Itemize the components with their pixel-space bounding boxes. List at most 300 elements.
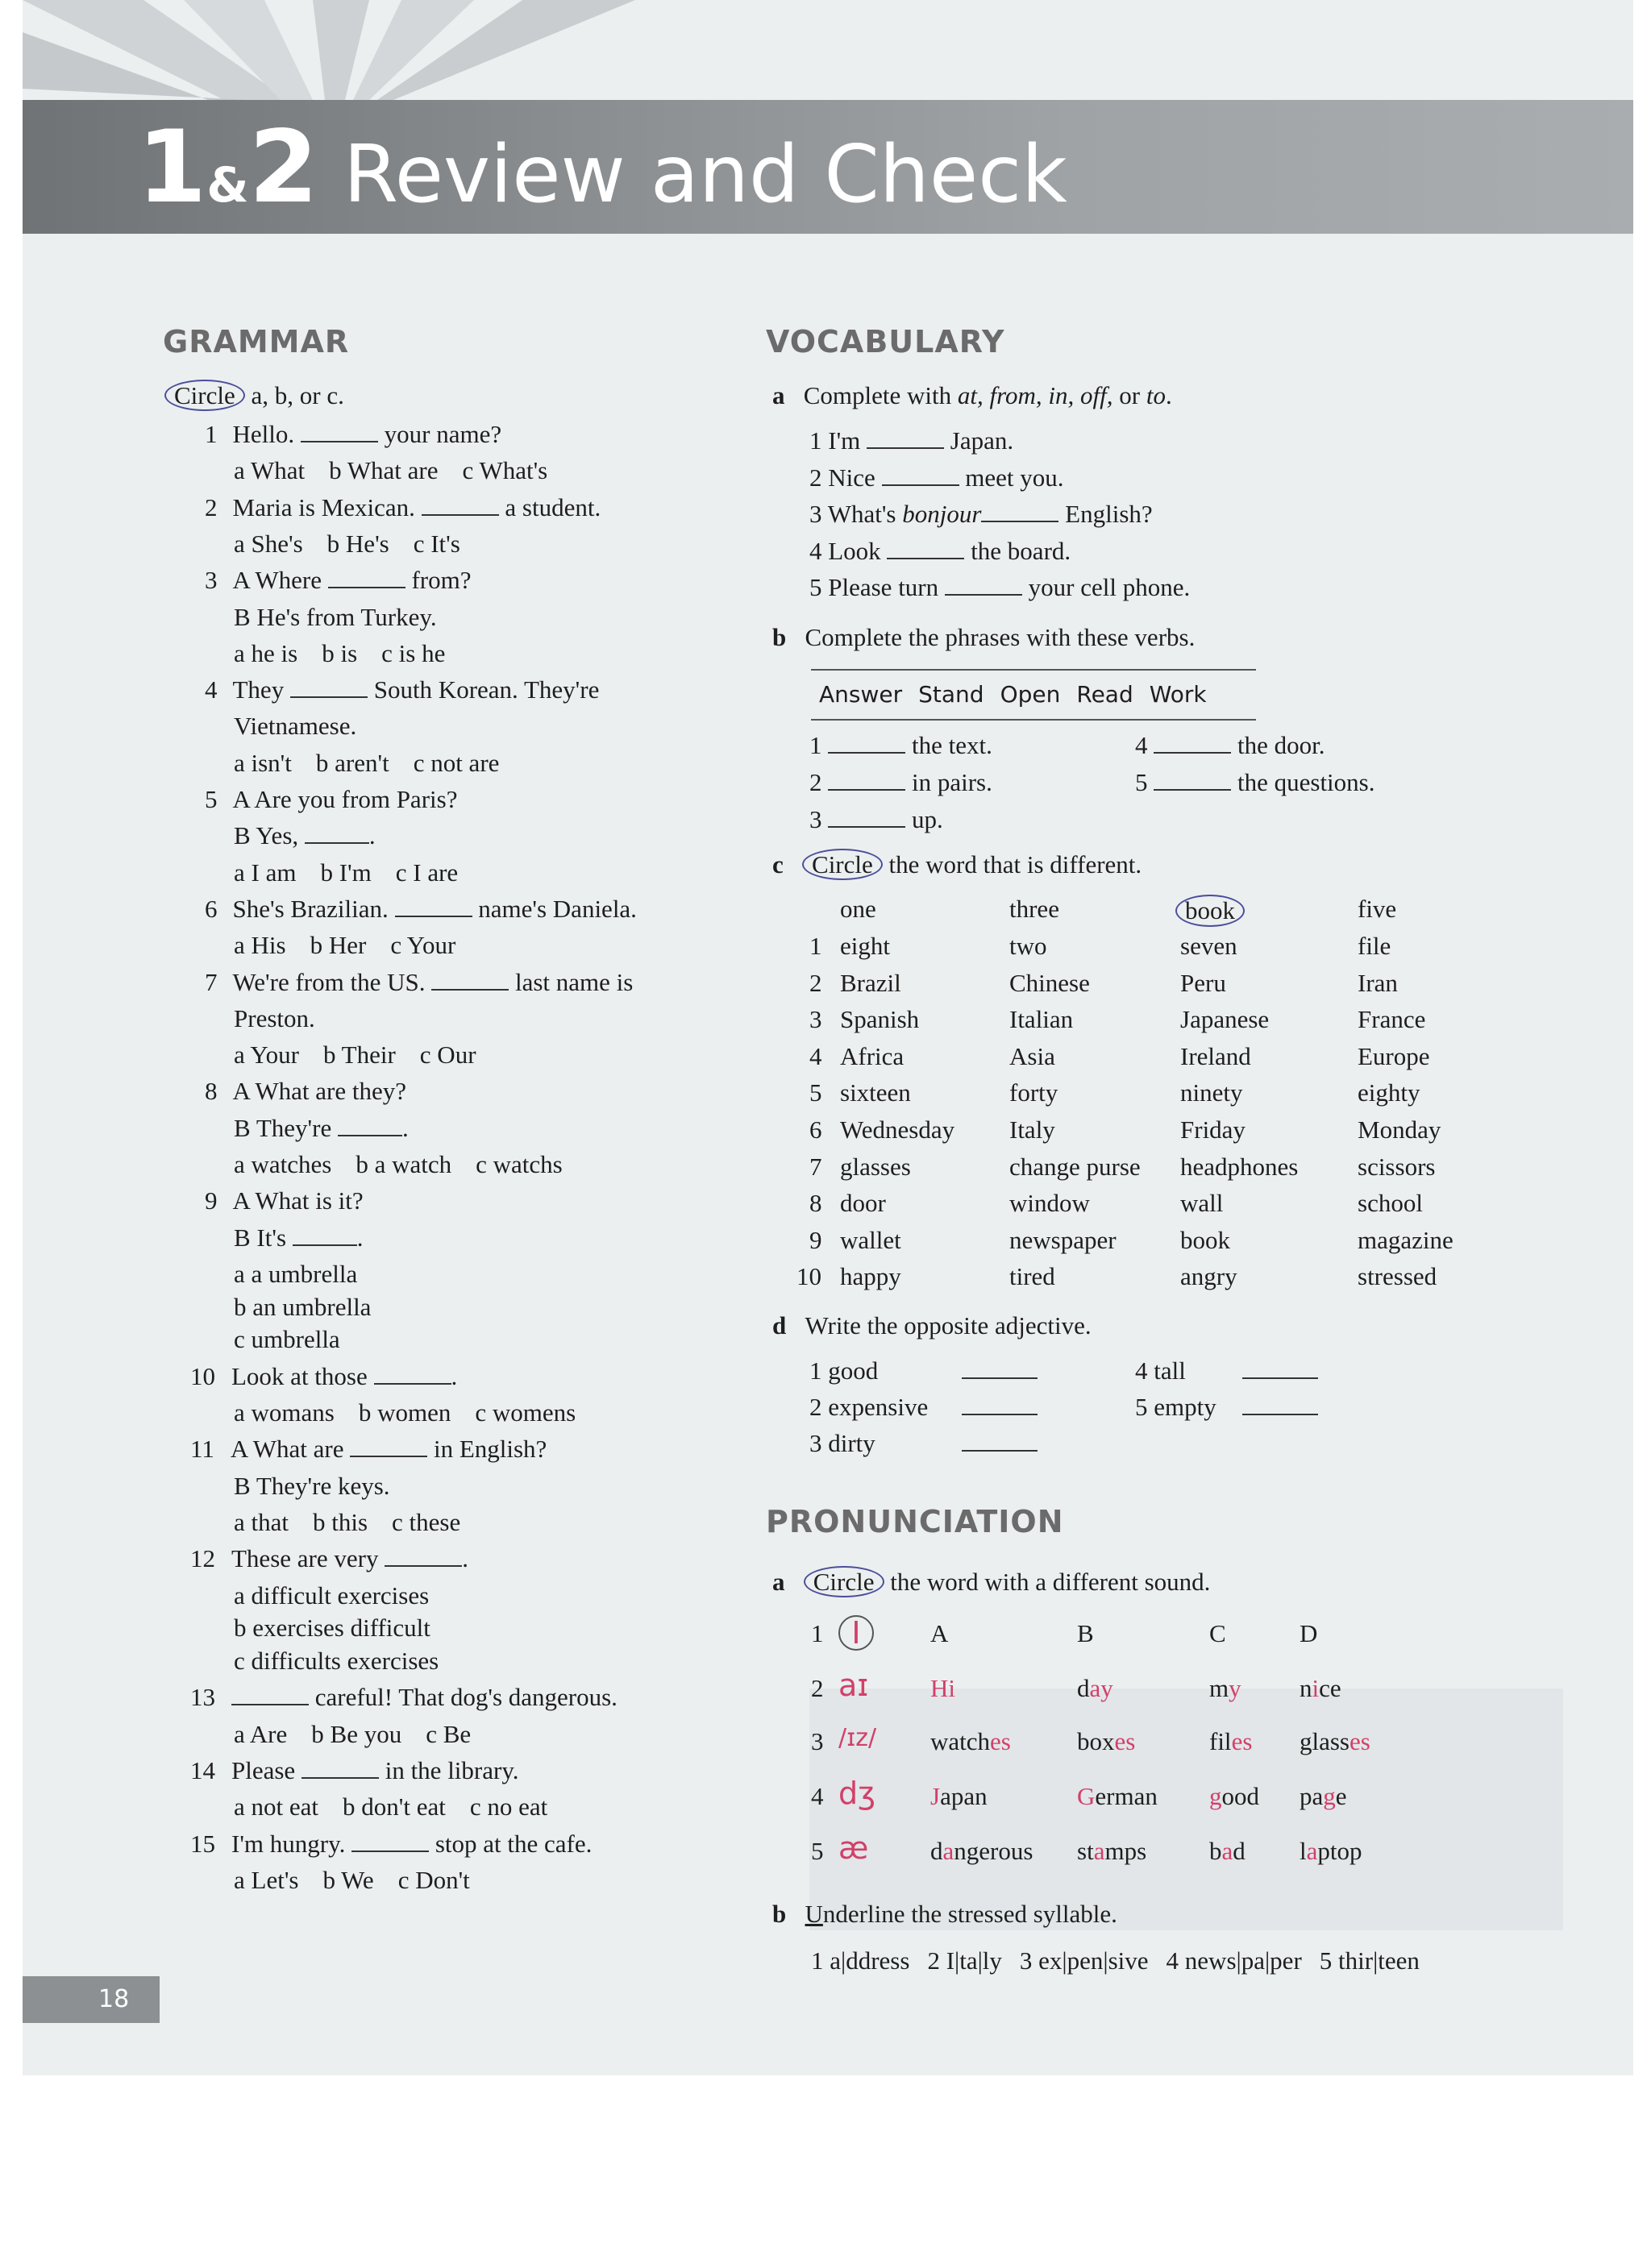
- grammar-q6: [205, 894, 637, 924]
- word-option[interactable]: glasses: [840, 1152, 911, 1181]
- word-option[interactable]: wall: [1180, 1189, 1224, 1218]
- answer-options: [234, 638, 469, 669]
- word-option[interactable]: magazine: [1358, 1225, 1453, 1254]
- speaker-a-line: A What is it?: [232, 1186, 364, 1215]
- option-b[interactable]: b an umbrella: [234, 1292, 372, 1321]
- grammar-q10: [190, 1361, 457, 1392]
- speaker-a-end: from?: [405, 566, 472, 595]
- option-b[interactable]: b women: [358, 1398, 451, 1427]
- prompt-start: They: [232, 675, 290, 704]
- word-option[interactable]: [1077, 1781, 1158, 1812]
- option-b[interactable]: b We: [322, 1865, 374, 1894]
- prompt-start: These are very: [231, 1544, 385, 1573]
- period: .: [356, 1223, 364, 1252]
- answer-blank[interactable]: [302, 1756, 379, 1779]
- answer-blank[interactable]: [422, 493, 499, 516]
- option-a[interactable]: a Are: [234, 1719, 288, 1748]
- page-title: [137, 111, 1067, 242]
- question-text: [233, 566, 472, 594]
- word-option[interactable]: eight: [840, 932, 890, 960]
- highlighted-sound: a: [942, 1837, 954, 1865]
- vocab-b-item-2: [809, 767, 992, 798]
- stress-item-2[interactable]: [927, 1946, 1001, 1975]
- word-option[interactable]: forty: [1009, 1078, 1058, 1107]
- instr-to: to: [1146, 381, 1166, 409]
- item-number: 1: [811, 1946, 830, 1975]
- verb-word: Open: [1000, 681, 1061, 708]
- item-number: 5: [1135, 1393, 1154, 1421]
- prompt-end: last name is: [509, 967, 634, 996]
- item-number: 3: [809, 1429, 829, 1457]
- speaker-b-text: B They're keys.: [234, 1471, 390, 1500]
- answer-blank[interactable]: [301, 420, 378, 442]
- option-b[interactable]: b is: [322, 638, 358, 667]
- answer-blank[interactable]: [828, 805, 905, 828]
- highlighted-sound: es: [1349, 1727, 1370, 1755]
- word-part: n: [1300, 1674, 1312, 1702]
- word-part: l: [1300, 1837, 1307, 1865]
- question-text: [233, 895, 637, 923]
- speaker-a-line: A Are you from Paris?: [232, 785, 458, 813]
- answer-blank[interactable]: [385, 1544, 462, 1567]
- prompt-end: stop at the cafe.: [429, 1829, 593, 1858]
- grammar-q12: [190, 1543, 468, 1574]
- speaker-a-line: A Where: [232, 566, 328, 595]
- word-option[interactable]: window: [1009, 1189, 1090, 1218]
- word-option[interactable]: Spanish: [840, 1005, 920, 1034]
- answer-blank[interactable]: [395, 895, 472, 917]
- answer-options: [234, 858, 482, 888]
- item-number: 3: [809, 500, 828, 528]
- row-number: 8: [809, 1189, 822, 1218]
- option-b[interactable]: b Be you: [311, 1719, 402, 1748]
- word-option[interactable]: headphones: [1180, 1152, 1299, 1181]
- option-c[interactable]: c Your: [390, 931, 456, 960]
- word-option[interactable]: [1209, 1673, 1241, 1704]
- word-option[interactable]: [1300, 1726, 1370, 1757]
- word-part: ce: [1319, 1674, 1341, 1702]
- word-option[interactable]: Italian: [1009, 1005, 1074, 1034]
- highlighted-sound: g: [1323, 1782, 1336, 1810]
- instr-words: at, from, in, off,: [957, 381, 1113, 409]
- word-option[interactable]: scissors: [1358, 1152, 1436, 1181]
- answer-blank[interactable]: [1154, 768, 1231, 791]
- question-text: [233, 1186, 364, 1215]
- option-c[interactable]: c not are: [413, 748, 500, 777]
- item-start: What's: [827, 500, 903, 528]
- item-start: Look: [828, 536, 888, 565]
- option-b[interactable]: b a watch: [356, 1150, 452, 1178]
- option-c[interactable]: c difficults exercises: [234, 1647, 439, 1676]
- word-option[interactable]: eighty: [1358, 1078, 1420, 1107]
- word-option[interactable]: Africa: [840, 1041, 905, 1070]
- grammar-q7: [205, 967, 633, 998]
- option-b[interactable]: b Her: [310, 931, 367, 960]
- option-c[interactable]: c Be: [426, 1719, 472, 1748]
- speaker-b-line: [234, 820, 376, 851]
- question-number: 11: [190, 1435, 214, 1464]
- sound-symbol-icon: I: [838, 1615, 874, 1651]
- answer-blank[interactable]: [945, 573, 1022, 596]
- syllable-word: thir|teen: [1338, 1946, 1420, 1975]
- row-number: 6: [809, 1115, 822, 1144]
- adjective: good: [828, 1356, 879, 1385]
- highlighted-sound: es: [990, 1727, 1011, 1755]
- answer-blank[interactable]: [1242, 1356, 1318, 1379]
- word-option[interactable]: Peru: [1180, 968, 1226, 997]
- pron-a-letter: a: [772, 1568, 785, 1596]
- word-option[interactable]: ninety: [1180, 1078, 1243, 1107]
- option-c[interactable]: c Don't: [397, 1865, 470, 1894]
- word-option[interactable]: [1077, 1673, 1113, 1704]
- word-option[interactable]: Monday: [1358, 1115, 1441, 1144]
- word-option[interactable]: [1300, 1781, 1347, 1812]
- answer-blank[interactable]: [293, 1223, 357, 1246]
- question-text: [233, 968, 634, 996]
- row-number: 4: [809, 1041, 822, 1070]
- stress-items-line: [811, 1946, 1437, 1976]
- row-number: 1: [809, 932, 822, 960]
- question-number: 9: [205, 1186, 218, 1215]
- word-option[interactable]: five: [1358, 895, 1397, 923]
- option-a[interactable]: a that: [234, 1507, 289, 1536]
- word-option[interactable]: change purse: [1009, 1152, 1141, 1181]
- word-option[interactable]: school: [1358, 1189, 1423, 1218]
- instr-text: Complete the phrases with these verbs.: [805, 623, 1196, 651]
- answer-options: [234, 1719, 495, 1750]
- word-option[interactable]: [930, 1726, 1011, 1757]
- option-a[interactable]: a he is: [234, 638, 298, 667]
- item-end: the board.: [964, 536, 1071, 565]
- word-option[interactable]: tired: [1009, 1262, 1055, 1291]
- question-text: [233, 675, 600, 704]
- word-option[interactable]: Ireland: [1180, 1041, 1251, 1070]
- option-b[interactable]: b What are: [329, 456, 439, 485]
- answer-blank[interactable]: [828, 731, 905, 754]
- speaker-b-text: B He's from Turkey.: [234, 602, 437, 631]
- prompt-continuation: [234, 711, 356, 741]
- circle-word: Circle: [164, 380, 245, 411]
- option-a[interactable]: a difficult exercises: [234, 1581, 430, 1610]
- question-number: 5: [205, 785, 218, 813]
- page-number: 18: [23, 1976, 160, 2023]
- option-c[interactable]: c I are: [395, 858, 459, 887]
- item-start: I'm: [828, 426, 867, 455]
- grammar-heading: GRAMMAR: [163, 324, 350, 359]
- option-a[interactable]: a What: [234, 456, 306, 485]
- vocab-d-instruction: [772, 1311, 1092, 1341]
- row-number: 10: [796, 1262, 821, 1291]
- word-option[interactable]: [930, 1836, 1033, 1867]
- option-c[interactable]: c these: [392, 1507, 461, 1536]
- answer-blank[interactable]: [867, 426, 944, 449]
- answer-blank[interactable]: [828, 768, 905, 791]
- option-a[interactable]: a not eat: [234, 1792, 319, 1821]
- stress-item-1[interactable]: [811, 1946, 909, 1975]
- question-number: 10: [190, 1361, 215, 1390]
- item-number: 4: [809, 536, 829, 565]
- answer-blank[interactable]: [231, 1683, 309, 1705]
- option-b[interactable]: b this: [313, 1507, 368, 1536]
- item-number: 2: [809, 768, 829, 796]
- pronunciation-heading: PRONUNCIATION: [766, 1504, 1064, 1539]
- answer-options: [234, 1792, 572, 1822]
- word-option[interactable]: book: [1175, 895, 1245, 927]
- pron-b-letter: b: [772, 1900, 787, 1928]
- item-number: 3: [809, 805, 829, 833]
- word-option[interactable]: Europe: [1358, 1041, 1430, 1070]
- option-b[interactable]: b He's: [326, 529, 389, 558]
- prompt-end: .: [451, 1361, 458, 1390]
- question-number: 7: [205, 967, 218, 996]
- pron-b-instruction: [772, 1899, 1117, 1929]
- word-option[interactable]: door: [840, 1189, 886, 1218]
- vocab-b-item-5: [1135, 767, 1375, 798]
- highlighted-sound: G: [1077, 1782, 1096, 1810]
- vocabulary-heading: VOCABULARY: [766, 324, 1005, 359]
- answer-options: [234, 748, 523, 779]
- word-option[interactable]: sixteen: [840, 1078, 911, 1107]
- option-a[interactable]: a Your: [234, 1041, 299, 1070]
- word-option[interactable]: Italy: [1009, 1115, 1055, 1144]
- option-b[interactable]: b Their: [322, 1041, 396, 1070]
- word-option[interactable]: three: [1009, 895, 1059, 923]
- option-c[interactable]: c womens: [475, 1398, 576, 1427]
- pronunciation-panel: [809, 1689, 1563, 1930]
- instr-text: the word with a different sound.: [884, 1568, 1211, 1596]
- word-option[interactable]: [1209, 1781, 1259, 1812]
- word-option[interactable]: file: [1358, 932, 1391, 960]
- answer-options: [234, 1865, 494, 1896]
- prompt-line2: Vietnamese.: [234, 712, 357, 741]
- column-label: C: [1209, 1619, 1226, 1647]
- option-c[interactable]: c It's: [413, 529, 460, 558]
- grammar-q15: [190, 1829, 592, 1859]
- speaker-a-end: in English?: [427, 1435, 547, 1464]
- answer-blank[interactable]: [981, 500, 1058, 522]
- word-part: b: [1209, 1837, 1222, 1865]
- question-text: [233, 785, 458, 813]
- speaker-b-line: [234, 602, 437, 633]
- option-a[interactable]: a I am: [234, 858, 297, 887]
- word-option[interactable]: Japanese: [1180, 1005, 1270, 1034]
- prompt-end: .: [462, 1544, 468, 1573]
- vocab-c-instruction: [772, 849, 1142, 880]
- title-text: Review and Check: [343, 129, 1067, 221]
- answer-options: [234, 930, 480, 961]
- prompt-line2: Preston.: [234, 1003, 315, 1032]
- grammar-q14: [190, 1755, 519, 1786]
- option-c[interactable]: c no eat: [469, 1792, 548, 1821]
- word-option[interactable]: two: [1009, 932, 1047, 960]
- vocab-b-instruction: [772, 622, 1195, 653]
- word-part: e: [1335, 1782, 1347, 1810]
- option-c[interactable]: c Our: [419, 1041, 476, 1070]
- row-number: 4: [811, 1782, 824, 1810]
- question-text: [231, 1435, 547, 1463]
- verb-word-box: [811, 669, 1256, 721]
- answer-blank[interactable]: [290, 675, 368, 698]
- highlighted-sound: a: [1093, 1837, 1105, 1865]
- option-c[interactable]: c umbrella: [234, 1325, 340, 1354]
- option-c[interactable]: c What's: [462, 456, 548, 485]
- item-number: 5: [1135, 768, 1154, 796]
- item-start: Please turn: [828, 573, 945, 601]
- prompt-continuation: [234, 1003, 315, 1034]
- question-text: [233, 420, 502, 448]
- grammar-q8: [205, 1076, 406, 1107]
- word-part: watch: [930, 1727, 991, 1755]
- column-label: D: [1300, 1619, 1318, 1647]
- row-number: 1: [811, 1619, 824, 1647]
- instr-or: or: [1112, 381, 1146, 409]
- word-part: apan: [940, 1782, 988, 1810]
- question-number: 1: [205, 420, 218, 448]
- question-text: [233, 493, 601, 521]
- row-number: 2: [809, 968, 822, 997]
- highlighted-sound: es: [1114, 1727, 1136, 1755]
- vocab-b-item-1: [809, 730, 992, 761]
- option-b[interactable]: b aren't: [315, 748, 389, 777]
- sound-symbol-icon: æ: [838, 1830, 869, 1866]
- answer-blank[interactable]: [887, 537, 964, 559]
- answer-blank[interactable]: [1242, 1393, 1318, 1415]
- item-number: 1: [809, 1356, 829, 1385]
- question-text: [233, 1077, 406, 1105]
- option-a[interactable]: a His: [234, 931, 286, 960]
- option-a[interactable]: a Let's: [234, 1865, 299, 1894]
- sound-symbol-icon: dʒ: [838, 1776, 876, 1811]
- highlighted-sound: J: [930, 1782, 941, 1810]
- word-option[interactable]: Friday: [1180, 1115, 1246, 1144]
- answer-blank[interactable]: [1154, 731, 1231, 754]
- item-number: 2: [809, 463, 829, 492]
- item-number: 2: [809, 1393, 829, 1421]
- word-option[interactable]: one: [840, 895, 876, 923]
- item-number: 5: [809, 573, 829, 601]
- word-option[interactable]: [930, 1781, 988, 1812]
- question-text: [231, 1830, 592, 1858]
- item-end: the questions.: [1231, 768, 1375, 796]
- option-b[interactable]: b exercises difficult: [234, 1614, 430, 1643]
- option-b[interactable]: b don't eat: [343, 1792, 446, 1821]
- row-number: 3: [811, 1727, 824, 1755]
- word-option[interactable]: [1077, 1726, 1135, 1757]
- word-option[interactable]: wallet: [840, 1225, 901, 1254]
- word-option[interactable]: stressed: [1358, 1262, 1437, 1291]
- option-a[interactable]: a womans: [234, 1398, 335, 1427]
- option-a[interactable]: a isn't: [234, 748, 292, 777]
- answer-blank[interactable]: [305, 821, 369, 844]
- highlighted-sound: y: [1229, 1674, 1241, 1702]
- answer-blank[interactable]: [962, 1356, 1038, 1379]
- answer-blank[interactable]: [351, 1830, 429, 1852]
- row-number: 5: [811, 1837, 824, 1865]
- word-part: mps: [1104, 1837, 1147, 1865]
- word-option[interactable]: [1209, 1726, 1252, 1757]
- question-text: [231, 1683, 618, 1711]
- row-number: 7: [809, 1152, 822, 1181]
- word-option[interactable]: book: [1180, 1225, 1230, 1254]
- verb-word: Stand: [918, 681, 984, 708]
- highlighted-sound: Hi: [930, 1674, 955, 1702]
- word-option[interactable]: newspaper: [1009, 1225, 1117, 1254]
- vocab-d-item-3: [809, 1428, 1038, 1459]
- vocab-b-letter: b: [772, 623, 787, 651]
- stress-item-3[interactable]: [1020, 1946, 1149, 1975]
- word-option[interactable]: France: [1358, 1005, 1426, 1034]
- answer-blank[interactable]: [374, 1362, 451, 1385]
- word-option[interactable]: [1077, 1836, 1146, 1867]
- option-c[interactable]: c is he: [381, 638, 446, 667]
- vocab-a-item-1: [809, 426, 1013, 456]
- item-start: Nice: [828, 463, 882, 492]
- option-c[interactable]: c watchs: [476, 1150, 563, 1178]
- answer-blank[interactable]: [328, 566, 405, 588]
- word-option[interactable]: happy: [840, 1262, 901, 1291]
- answer-options: [234, 1398, 600, 1428]
- word-option[interactable]: Wednesday: [840, 1115, 955, 1144]
- unit-number-2: 2: [248, 110, 318, 226]
- answer-blank[interactable]: [431, 968, 509, 991]
- vocab-a-item-4: [809, 536, 1071, 567]
- option-b[interactable]: b I'm: [320, 858, 372, 887]
- word-option[interactable]: Iran: [1358, 968, 1398, 997]
- prompt-end: South Korean. They're: [367, 675, 600, 704]
- answer-blank[interactable]: [962, 1393, 1038, 1415]
- word-option[interactable]: [1300, 1673, 1341, 1704]
- word-option[interactable]: [1209, 1836, 1246, 1867]
- item-end: your cell phone.: [1021, 573, 1191, 601]
- option-a[interactable]: a She's: [234, 529, 303, 558]
- question-text: [231, 1756, 519, 1784]
- highlighted-sound: es: [1231, 1727, 1253, 1755]
- speaker-b-text: B They're: [234, 1113, 338, 1142]
- item-end: in pairs.: [905, 768, 992, 796]
- word-part: fil: [1209, 1727, 1232, 1755]
- syllable-word: I|ta|ly: [946, 1946, 1002, 1975]
- word-option[interactable]: Chinese: [1009, 968, 1090, 997]
- answer-blank[interactable]: [338, 1114, 402, 1136]
- word-option[interactable]: [930, 1673, 955, 1704]
- sound-symbol-icon: /ɪz/: [838, 1724, 877, 1752]
- option-a[interactable]: a a umbrella: [234, 1259, 358, 1288]
- answer-blank[interactable]: [350, 1435, 427, 1457]
- speaker-b-text: B It's: [234, 1223, 293, 1252]
- word-part: erman: [1095, 1782, 1158, 1810]
- option-a[interactable]: a watches: [234, 1150, 332, 1178]
- vocab-a-item-3: [809, 499, 1153, 530]
- speaker-b-line: [234, 1113, 409, 1144]
- word-option[interactable]: Brazil: [840, 968, 901, 997]
- word-option[interactable]: Asia: [1009, 1041, 1055, 1070]
- answer-blank[interactable]: [882, 463, 959, 486]
- prompt-start: She's Brazilian.: [232, 894, 395, 923]
- question-text: [231, 1362, 457, 1390]
- circle-word: Circle: [802, 849, 883, 880]
- answer-blank[interactable]: [962, 1429, 1038, 1452]
- stress-item-5[interactable]: [1320, 1946, 1420, 1975]
- word-option[interactable]: angry: [1180, 1262, 1237, 1291]
- item-number: 2: [927, 1946, 946, 1975]
- unit-number-1: 1: [137, 110, 207, 226]
- word-option[interactable]: seven: [1180, 932, 1237, 960]
- word-option[interactable]: [1300, 1836, 1362, 1867]
- verb-word: Work: [1149, 681, 1207, 708]
- vocab-b-item-4: [1135, 730, 1325, 761]
- stress-item-4[interactable]: [1167, 1946, 1302, 1975]
- word-part: m: [1209, 1674, 1229, 1702]
